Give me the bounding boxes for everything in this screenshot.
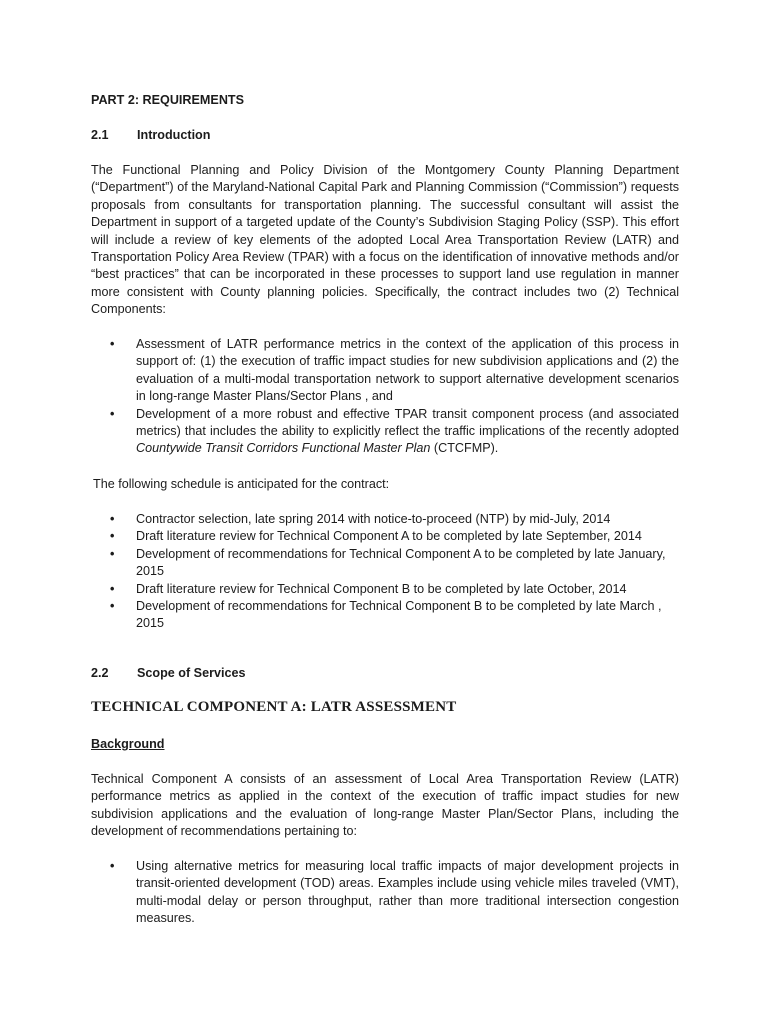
bullet-icon: • xyxy=(110,546,115,561)
bullet-icon: • xyxy=(110,337,115,351)
list-item xyxy=(91,858,679,928)
list-item-text: Using alternative metrics for measuring local traffic impacts of major development projects in transit-oriented development (TOD) areas. Examples include using vehicle miles traveled (VMT), multi-modal delay or person throughput, rather than more traditional intersection congestion measures. xyxy=(136,859,679,926)
bullet-icon: • xyxy=(110,599,115,614)
background-list xyxy=(91,858,679,928)
section-number: 2.1 xyxy=(91,128,109,142)
list-item-text: Development of a more robust and effective TPAR transit component process (and associated metrics) that includes the ability to explicitly reflect the traffic implications of the recently adopted xyxy=(136,406,679,439)
list-item xyxy=(91,546,679,581)
list-item xyxy=(91,598,679,633)
list-item-text: (CTCFMP). xyxy=(430,441,499,456)
list-item xyxy=(91,528,679,545)
background-paragraph: Technical Component A consists of an assessment of Local Area Transportation Review (LATR) performance metrics as applied in the context of the execution of traffic impact studies for new subdivision applications and the evaluation of long-range Master Plan/Sector Plans, including the development of recommendations pertaining to: xyxy=(91,772,679,839)
component-a-heading: TECHNICAL COMPONENT A: LATR ASSESSMENT xyxy=(91,699,457,715)
list-item-text: Development of recommendations for Technical Component B to be completed by late March , 2015 xyxy=(136,599,662,631)
section-number: 2.2 xyxy=(91,666,109,680)
section-heading-scope xyxy=(91,665,679,682)
bullet-icon: • xyxy=(110,512,115,526)
plan-title: Countywide Transit Corridors Functional Master Plan xyxy=(136,441,431,456)
list-item xyxy=(91,406,679,458)
technical-components-list xyxy=(91,336,679,458)
list-item-text: Draft literature review for Technical Component B to be completed by late October, 2014 xyxy=(136,581,627,596)
bullet-icon: • xyxy=(110,529,115,544)
list-item xyxy=(91,336,679,406)
section-title: Scope of Services xyxy=(137,666,246,680)
list-item-text: Assessment of LATR performance metrics in the context of the application of this process in support of: (1) the execution of traffic impact studies for new subdivision applications and (2) the evaluation of a multi-modal transportation network to support alternative development scenarios in long-range Master Plans/Sector Plans , and xyxy=(136,337,679,404)
bullet-icon: • xyxy=(110,406,115,421)
intro-paragraph: The Functional Planning and Policy Division of the Montgomery County Planning Department (“Department”) of the Maryland-National Capital Park and Planning Commission (“Commission”) requests proposals from consultants for transportation planning. The successful consultant will assist the Department in support of a targeted update of the County’s Subdivision Staging Policy (SSP). This effort will include a review of key elements of the adopted Local Area Transportation Review (LATR) and Transportation Policy Area Review (TPAR) with a focus on the identification of innovative methods and/or “best practices” that can be incorporated in these processes to support land use regulation in manner more consistent with County planning policies. Specifically, the contract includes two (2) Technical Components: xyxy=(91,163,679,317)
list-item-text: Contractor selection, late spring 2014 with notice-to-proceed (NTP) by mid-July, 2014 xyxy=(136,512,611,526)
list-item xyxy=(91,581,679,598)
bullet-icon: • xyxy=(110,581,115,596)
background-heading: Background xyxy=(91,737,165,751)
schedule-list xyxy=(91,511,679,633)
part-heading: PART 2: REQUIREMENTS xyxy=(91,93,245,107)
schedule-intro: The following schedule is anticipated for the contract: xyxy=(93,477,390,491)
section-title: Introduction xyxy=(137,128,211,142)
section-heading-introduction xyxy=(91,127,679,144)
list-item-text: Draft literature review for Technical Component A to be completed by late September, 2014 xyxy=(136,529,642,544)
list-item-text: Development of recommendations for Technical Component A to be completed by late January, 2015 xyxy=(136,546,666,579)
list-item xyxy=(91,511,679,528)
bullet-icon: • xyxy=(110,859,115,873)
